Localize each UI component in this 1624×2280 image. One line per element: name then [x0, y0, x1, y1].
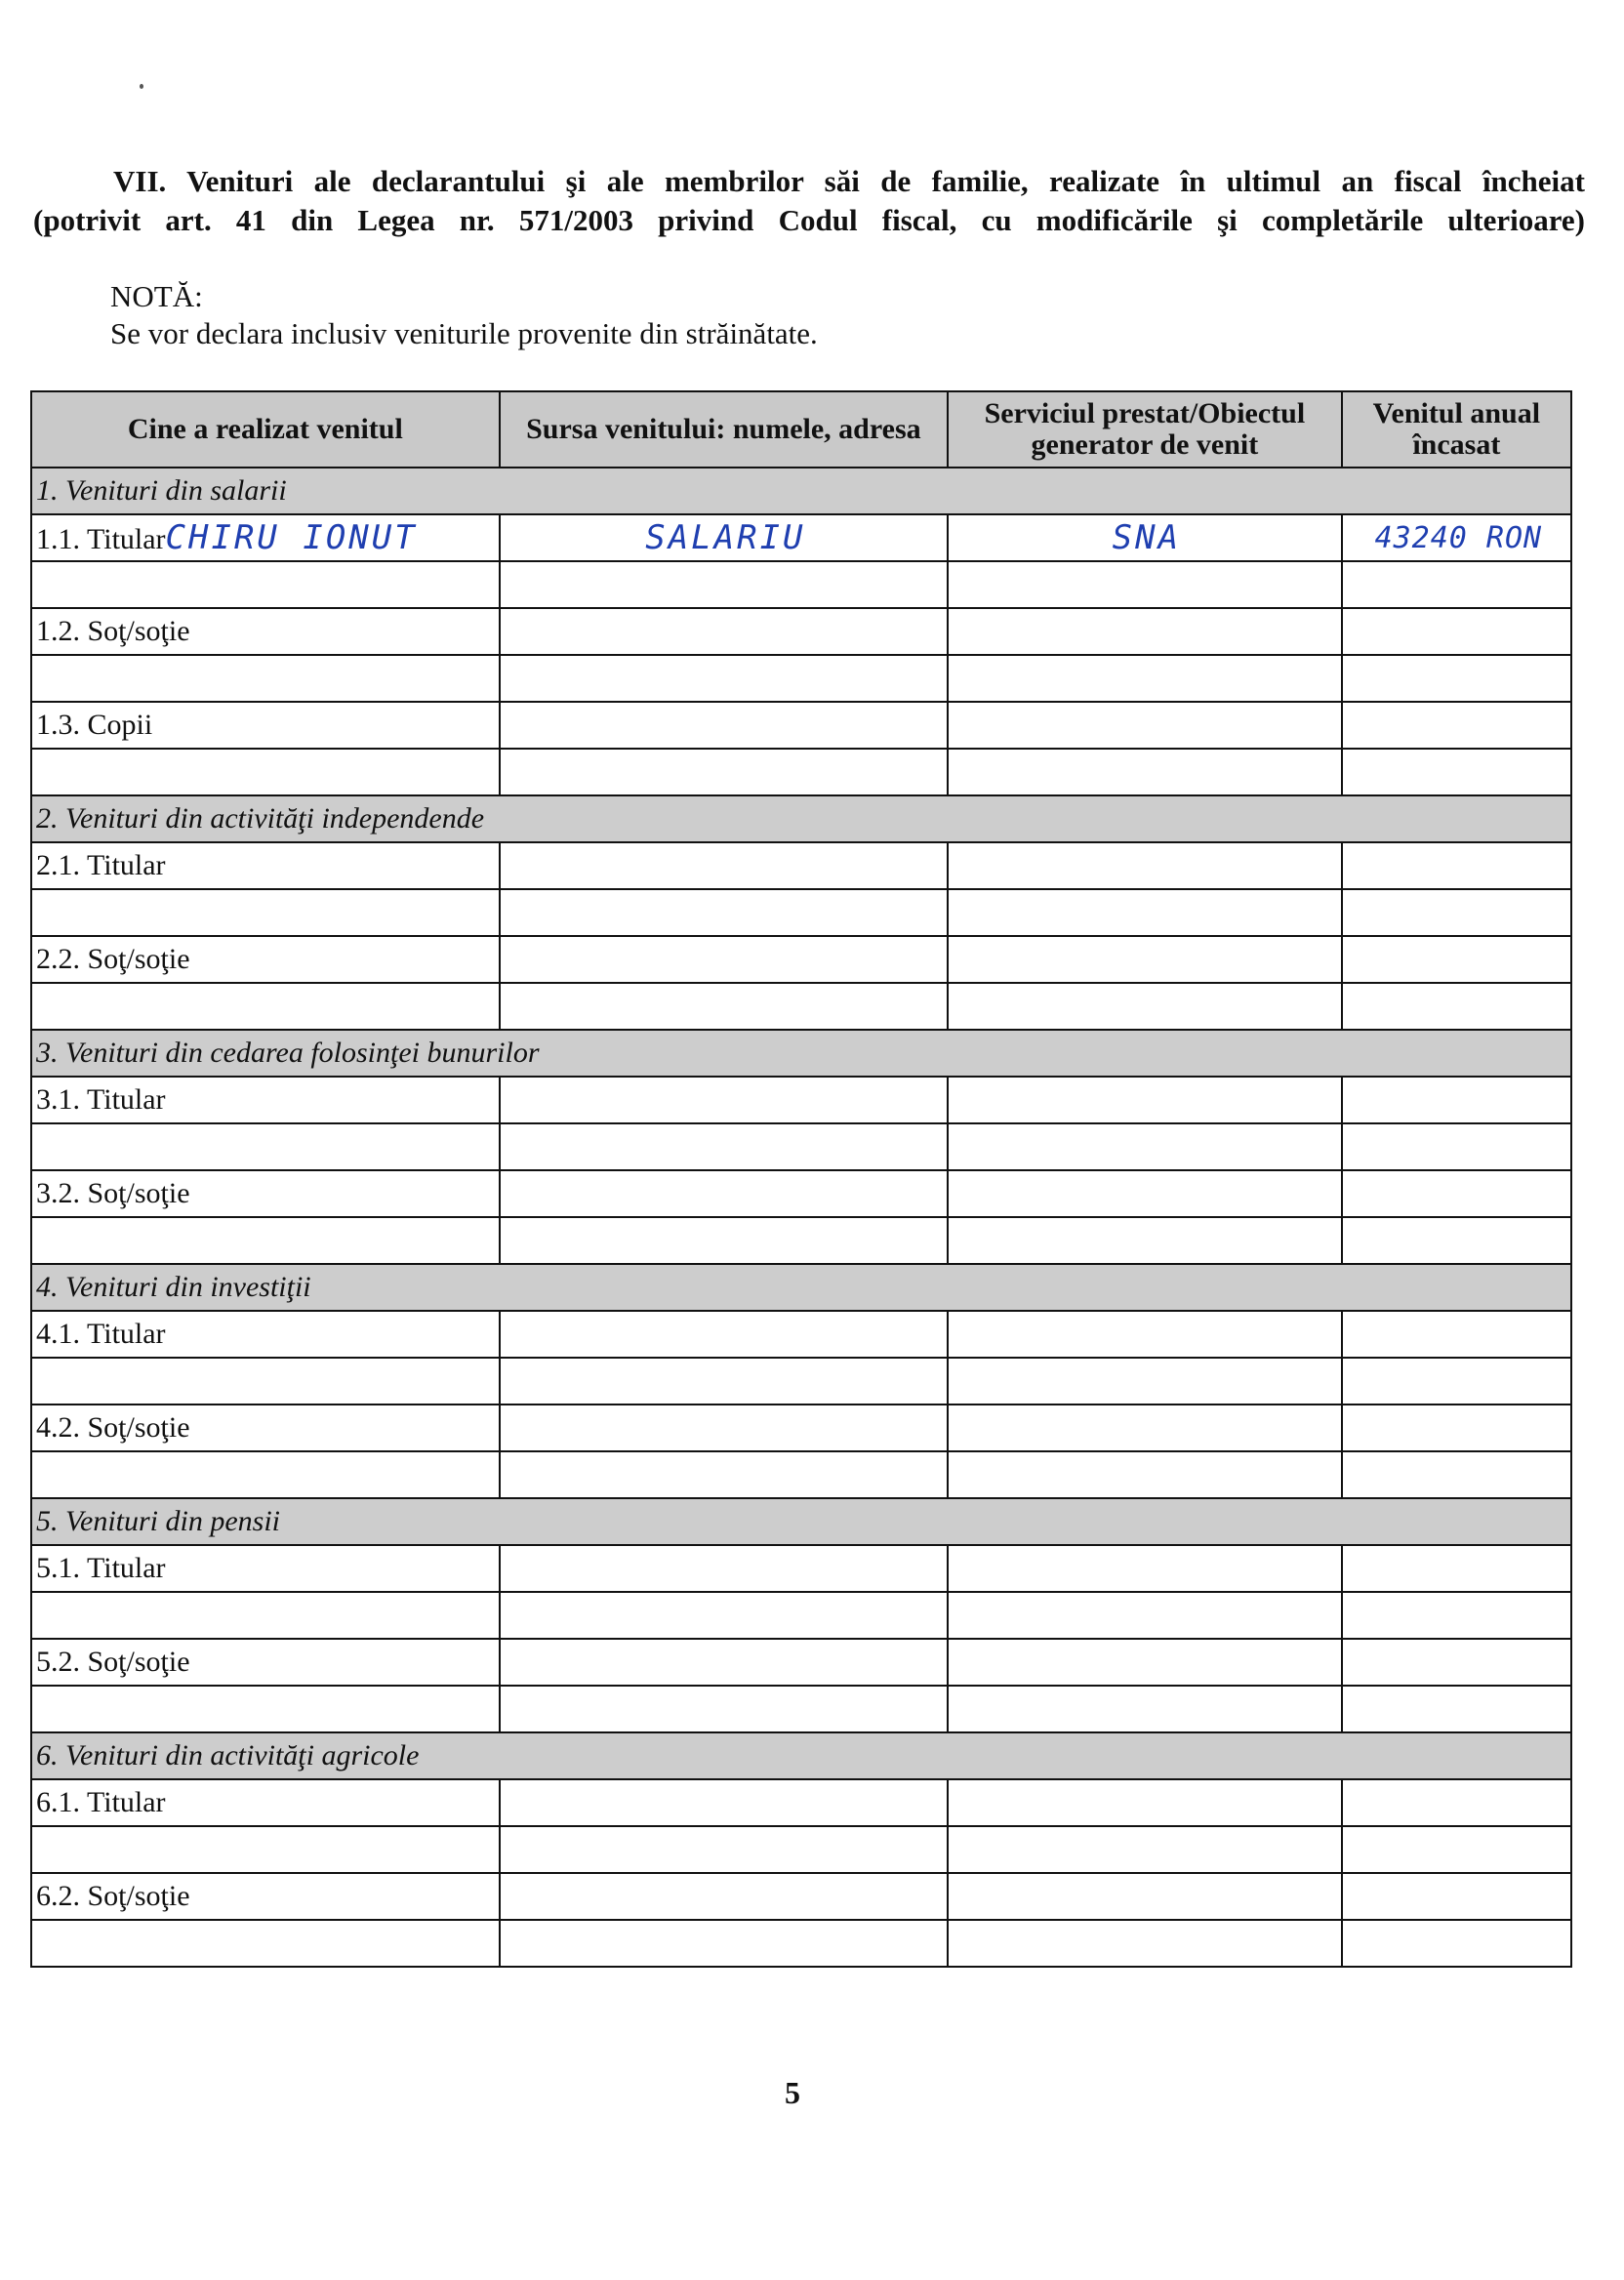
category-row: [31, 1498, 1571, 1545]
section-heading: [33, 162, 1585, 240]
table-row: [31, 1405, 1571, 1451]
table-row: [31, 1873, 1571, 1920]
note-text: Se vor declara inclusiv veniturile provenite din străinătate.: [110, 316, 818, 350]
category-label: 1. Venituri din salarii: [31, 468, 1571, 514]
cell-service: [948, 514, 1342, 561]
table-row: [31, 1592, 1571, 1639]
row-label: 5.2. Soţ/soţie: [31, 1639, 500, 1686]
category-row: [31, 795, 1571, 842]
category-label: 4. Venituri din investiţii: [31, 1264, 1571, 1311]
table-row: [31, 1920, 1571, 1967]
row-label: 6.2. Soţ/soţie: [31, 1873, 500, 1920]
table-row: [31, 1170, 1571, 1217]
table-row: [31, 702, 1571, 749]
table-row: [31, 655, 1571, 702]
header-service: Serviciul prestat/Obiectul generator de venit: [948, 391, 1342, 468]
table-row: [31, 1639, 1571, 1686]
handwritten-service: SNA: [1112, 518, 1182, 557]
category-label: 5. Venituri din pensii: [31, 1498, 1571, 1545]
table-row: [31, 561, 1571, 608]
table-row: [31, 936, 1571, 983]
category-row: [31, 468, 1571, 514]
table-row: [31, 1358, 1571, 1405]
row-label: 1.3. Copii: [31, 702, 500, 749]
category-label: 2. Venituri din activităţi independende: [31, 795, 1571, 842]
row-label: 6.1. Titular: [31, 1779, 500, 1826]
table-row: [31, 608, 1571, 655]
row-label: [31, 514, 500, 561]
table-row: [31, 1217, 1571, 1264]
handwritten-name: CHIRU IONUT: [165, 518, 418, 557]
page-number: 5: [785, 2075, 800, 2110]
table-row: [31, 1545, 1571, 1592]
section-title-line2: (potrivit art. 41 din Legea nr. 571/2003 privind Codul fiscal, cu modificările şi completările ulterioare): [33, 203, 1585, 237]
table-row: [31, 1451, 1571, 1498]
category-label: 6. Venituri din activităţi agricole: [31, 1732, 1571, 1779]
table-row: [31, 983, 1571, 1030]
row-label: 4.1. Titular: [31, 1311, 500, 1358]
row-label: 5.1. Titular: [31, 1545, 500, 1592]
category-label: 3. Venituri din cedarea folosinţei bunurilor: [31, 1030, 1571, 1077]
section-title-line1: VII. Venituri ale declarantului şi ale membrilor săi de familie, realizate în ultimul an fiscal încheiat: [113, 164, 1585, 198]
category-row: [31, 1030, 1571, 1077]
header-amount: Venitul anual încasat: [1342, 391, 1571, 468]
row-label: 2.2. Soţ/soţie: [31, 936, 500, 983]
table-header-row: [31, 391, 1571, 468]
note-label: NOTĂ:: [110, 279, 203, 313]
cell-amount: [1342, 514, 1571, 561]
table-row: [31, 1123, 1571, 1170]
table-row: [31, 1779, 1571, 1826]
table-row: [31, 749, 1571, 795]
header-who: Cine a realizat venitul: [31, 391, 500, 468]
table-row: [31, 514, 1571, 561]
handwritten-amount: 43240 RON: [1374, 520, 1543, 555]
handwritten-source: SALARIU: [645, 518, 806, 557]
header-source: Sursa venitului: numele, adresa: [500, 391, 948, 468]
table-row: [31, 1826, 1571, 1873]
note-block: [110, 278, 818, 352]
table-row: [31, 1686, 1571, 1732]
table-row: [31, 889, 1571, 936]
row-label: 1.2. Soţ/soţie: [31, 608, 500, 655]
category-row: [31, 1264, 1571, 1311]
table-row: [31, 1311, 1571, 1358]
table-row: [31, 1077, 1571, 1123]
table-row: [31, 842, 1571, 889]
scan-speck: [140, 84, 143, 89]
income-table: [30, 390, 1572, 1968]
row-label-text: 1.1. Titular: [36, 523, 166, 555]
row-label: 3.1. Titular: [31, 1077, 500, 1123]
row-label: 2.1. Titular: [31, 842, 500, 889]
category-row: [31, 1732, 1571, 1779]
row-label: 3.2. Soţ/soţie: [31, 1170, 500, 1217]
row-label: 4.2. Soţ/soţie: [31, 1405, 500, 1451]
cell-source: [500, 514, 948, 561]
